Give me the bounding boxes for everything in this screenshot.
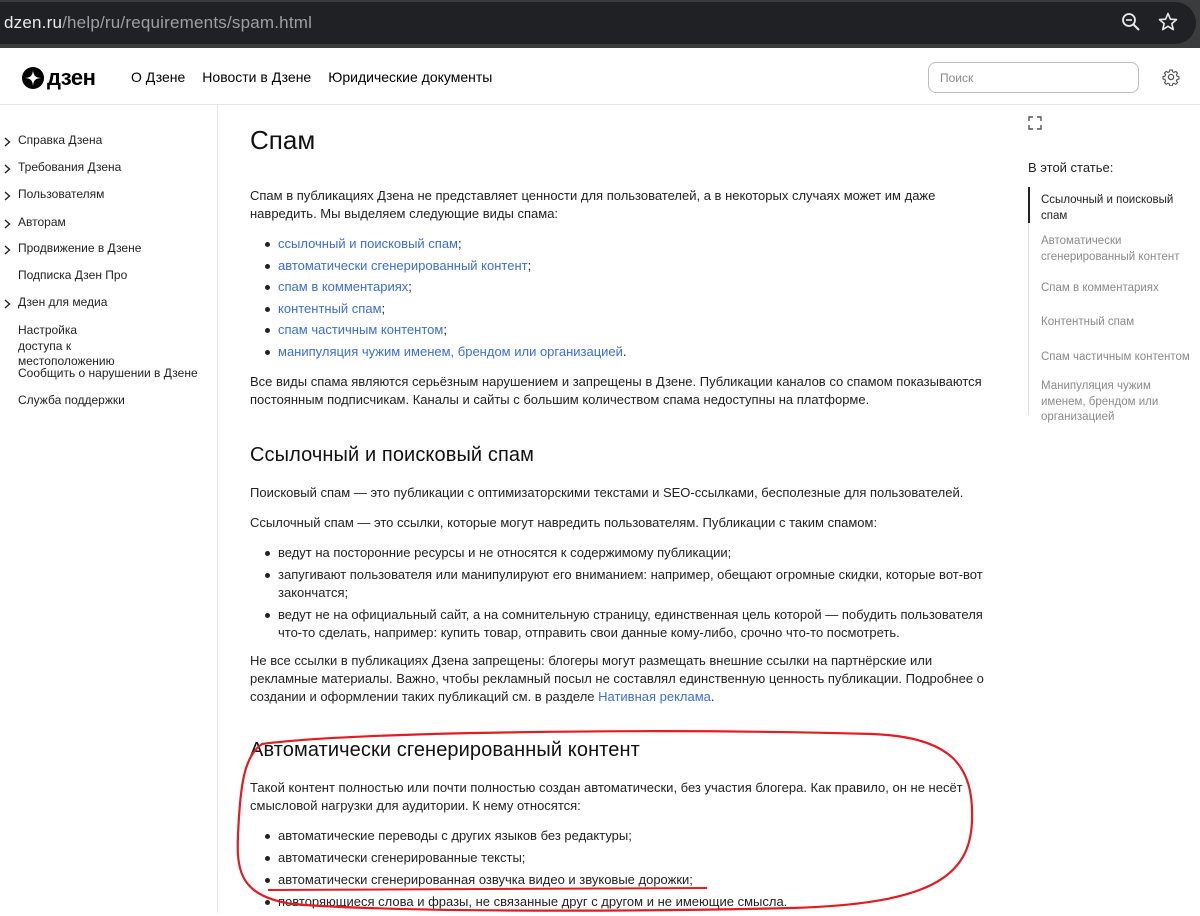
logo-text: дзен	[47, 65, 96, 90]
red-annotation-ellipse	[232, 726, 982, 916]
page-title: Спам	[250, 125, 316, 155]
native-ads-link[interactable]: Нативная реклама	[598, 689, 711, 704]
logo-star-icon	[22, 67, 44, 89]
browser-address-bar	[0, 0, 1200, 48]
list-item	[250, 321, 995, 339]
spam-type-link[interactable]: автоматически сгенерированный контент	[278, 257, 528, 273]
sidebar-item[interactable]	[0, 323, 120, 370]
list-item	[250, 235, 995, 253]
sidebar-item[interactable]	[0, 241, 210, 257]
list-item: ведут на посторонние ресурсы и не относятся к содержимому публикации;	[250, 544, 995, 562]
native-ads-end: .	[710, 689, 715, 704]
sidebar-item-label: Служба поддержки	[18, 393, 125, 407]
list-item: автоматические переводы с других языков без редактуры;	[250, 827, 995, 845]
sidebar-item-label: Настройка доступа к местоположению	[18, 323, 115, 368]
help-sidebar	[0, 105, 218, 913]
toc-item[interactable]: Контентный спам	[1041, 316, 1135, 328]
nav-legal-documents[interactable]: Юридические документы	[328, 69, 493, 85]
list-item-suffix: ;	[381, 300, 386, 316]
link-spam-paragraph: Ссылочный спам — это ссылки, которые могут навредить пользователям. Публикации с таким спамом:	[250, 515, 878, 530]
url-field[interactable]	[0, 2, 1196, 44]
intro-paragraph: Спам в публикациях Дзена не представляет ценности для пользователей, а в некоторых случаях может им даже навредить. Мы выделяем следующие виды спама:	[250, 188, 936, 221]
chevron-right-icon	[4, 244, 11, 260]
list-item	[250, 278, 995, 296]
sidebar-item[interactable]	[0, 366, 210, 382]
sidebar-item-label: Подписка Дзен Про	[18, 268, 128, 282]
expand-icon[interactable]	[1028, 116, 1042, 135]
chevron-right-icon	[4, 136, 11, 152]
sidebar-item-label: Сообщить о нарушении в Дзене	[18, 366, 198, 380]
chevron-right-icon	[4, 218, 11, 234]
search-input[interactable]	[928, 62, 1139, 93]
top-nav	[131, 69, 492, 85]
toc-item[interactable]: Ссылочный и поисковый спам	[1041, 194, 1174, 222]
spam-types-list	[250, 235, 995, 365]
toc-item[interactable]: Спам частичным контентом	[1041, 351, 1190, 363]
section-heading-auto-content: Автоматически сгенерированный контент	[250, 739, 640, 761]
list-item-suffix: ;	[527, 257, 532, 273]
sidebar-item[interactable]	[0, 268, 210, 284]
list-item-suffix: .	[622, 343, 627, 359]
url-text[interactable]	[4, 13, 312, 33]
spam-type-link[interactable]: манипуляция чужим именем, брендом или организацией	[278, 343, 623, 359]
sidebar-item[interactable]	[0, 393, 210, 409]
list-item: автоматически сгенерированные тексты;	[250, 849, 995, 867]
sidebar-item-label: Пользователям	[18, 187, 105, 201]
sidebar-item-label: Дзен для медиа	[18, 295, 108, 309]
url-host: dzen.ru	[4, 13, 63, 32]
list-item	[250, 257, 995, 275]
toc-list	[1028, 187, 1200, 423]
native-ads-text: Не все ссылки в публикациях Дзена запрещены: блогеры могут размещать внешние ссылки на партнёрские или рекламные материалы. Важно, чтобы рекламный посыл не составлял единственную ценность публикации. Подробнее о создании и оформлении таких публикаций см. в разделе	[250, 653, 984, 704]
settings-gear-icon[interactable]	[1162, 68, 1180, 91]
star-icon[interactable]	[1158, 12, 1178, 37]
list-item-suffix: ;	[408, 279, 412, 295]
list-item-suffix: ;	[443, 322, 447, 338]
sidebar-item-label: Справка Дзена	[18, 133, 103, 147]
auto-content-paragraph: Такой контент полностью или почти полностью создан автоматически, без участия блогера. Как правило, он не несёт смысловой нагрузки для аудитории. К нему относятся:	[250, 780, 963, 813]
list-item-suffix: ;	[458, 236, 462, 251]
chevron-right-icon	[4, 190, 11, 206]
sidebar-item[interactable]	[0, 133, 210, 149]
chevron-right-icon	[4, 163, 11, 179]
spam-type-link[interactable]: ссылочный и поисковый спам	[278, 236, 458, 251]
spam-type-link[interactable]: контентный спам	[278, 300, 382, 316]
sidebar-item-label: Авторам	[18, 215, 66, 229]
toc-item[interactable]: Автоматически сгенерированный контент	[1041, 235, 1180, 263]
zoom-icon[interactable]	[1121, 12, 1141, 37]
sidebar-item-label: Требования Дзена	[18, 160, 122, 174]
nav-about-dzen[interactable]: О Дзене	[131, 69, 186, 85]
toc-title: В этой статье:	[1028, 160, 1114, 175]
sidebar-item[interactable]	[0, 160, 210, 176]
nav-dzen-news[interactable]: Новости в Дзене	[202, 69, 312, 85]
list-item: запугивают пользователя или манипулируют его вниманием: например, обещают огромные скидки, которые вот-вот закончатся;	[250, 566, 995, 602]
toc-active-indicator	[1028, 187, 1030, 223]
list-item: повторяющиеся слова и фразы, не связанные друг с другом и не имеющие смысла.	[250, 893, 995, 911]
sidebar-item[interactable]	[0, 187, 210, 203]
search-spam-paragraph: Поисковый спам — это публикации с оптимизаторскими текстами и SEO-ссылками, бесполезные для пользователей.	[250, 485, 964, 500]
after-list-paragraph: Все виды спама являются серьёзным нарушением и запрещены в Дзене. Публикации каналов со спамом показываются постоянным подписчикам. Каналы и сайты с большим количеством спама недоступны на платформе.	[250, 374, 982, 407]
chevron-right-icon	[4, 298, 11, 314]
list-item: автоматически сгенерированная озвучка видео и звуковые дорожки;	[250, 871, 995, 889]
sidebar-item-label: Продвижение в Дзене	[18, 241, 142, 255]
native-ads-paragraph	[250, 652, 995, 706]
toc-item[interactable]: Спам в комментариях	[1041, 282, 1159, 294]
list-item	[250, 300, 995, 318]
link-spam-bullets	[250, 544, 995, 646]
site-header	[0, 48, 1200, 105]
list-item	[250, 343, 995, 361]
spam-type-link[interactable]: спам частичным контентом	[278, 322, 444, 338]
url-path: /help/ru/requirements/spam.html	[62, 13, 313, 32]
spam-type-link[interactable]: спам в комментариях	[278, 279, 409, 295]
sidebar-item[interactable]	[0, 295, 210, 311]
toc-item[interactable]: Манипуляция чужим именем, брендом или организацией	[1041, 380, 1159, 423]
section-heading-link-spam: Ссылочный и поисковый спам	[250, 444, 534, 466]
list-item: ведут не на официальный сайт, а на сомнительную страницу, единственная цель которой — побудить пользователя что-то сделать, например: купить товар, отправить свои данные кому-либо, срочно что-то посмотреть.	[250, 606, 995, 642]
sidebar-item[interactable]	[0, 215, 210, 231]
dzen-logo[interactable]	[22, 65, 95, 91]
